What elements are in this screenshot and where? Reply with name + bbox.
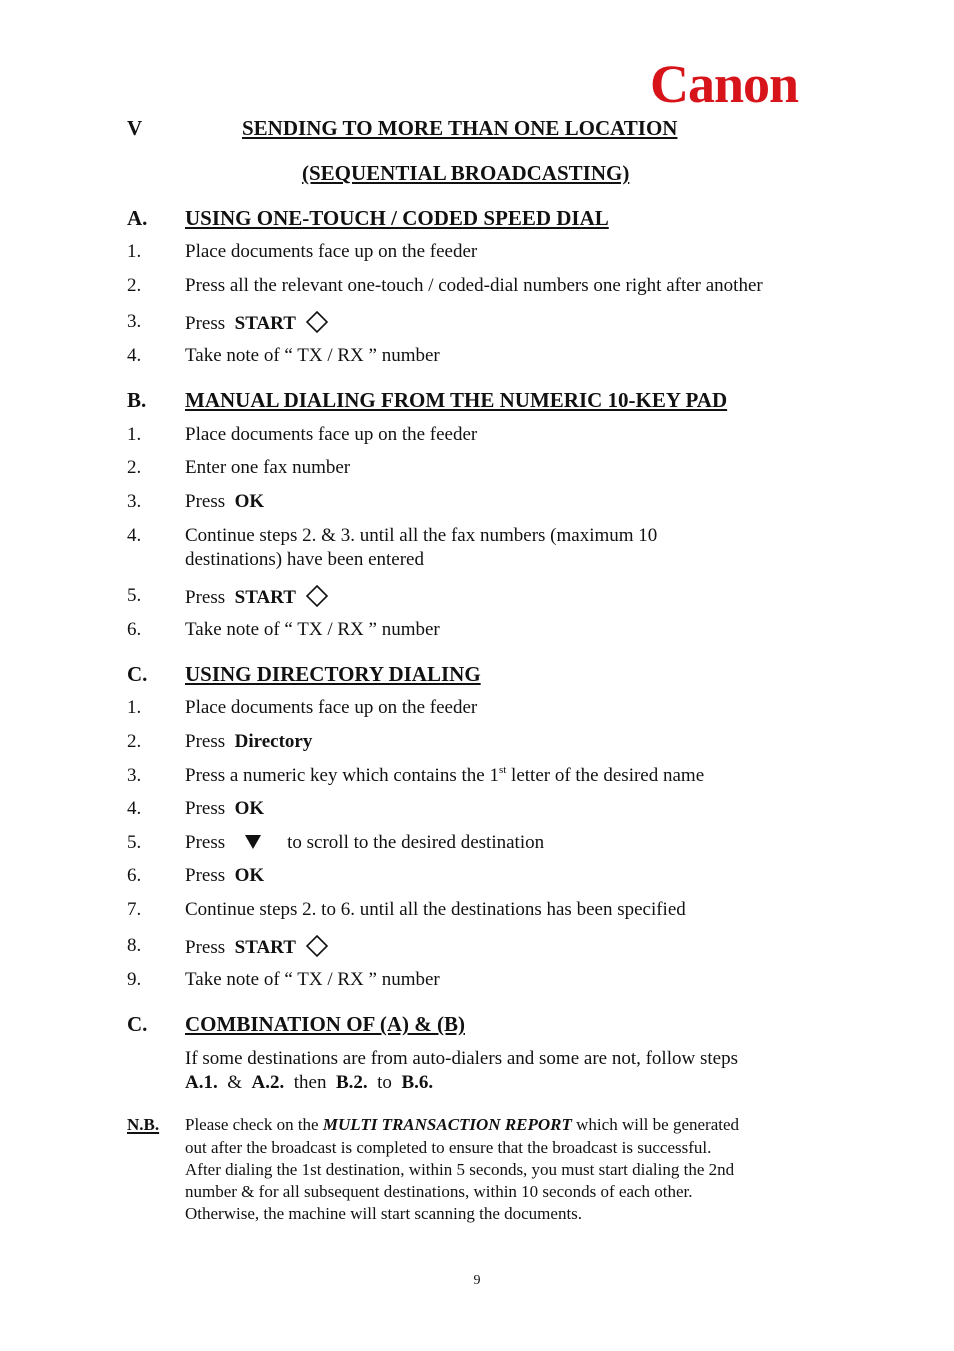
note-line: After dialing the 1st destination, within 5 seconds, you must start dialing the 2nd [185,1160,735,1179]
chapter-title-line2: (SEQUENTIAL BROADCASTING) [302,161,630,185]
step-ref: A.1. [185,1072,218,1093]
step-text [185,935,328,959]
canon-logo-icon [620,58,828,110]
note-pre: Please check on the [185,1115,323,1134]
step-text: Place documents face up on the feeder [185,697,478,718]
step-text [185,798,264,820]
note-line1 [185,1115,739,1135]
step-text-post: letter of the desired name [506,765,705,786]
section-a-heading: USING ONE-TOUCH / CODED SPEED DIAL [185,206,609,230]
step-number: 4. [127,798,142,819]
step-text: Place documents face up on the feeder [185,424,478,445]
step-number: 6. [127,865,142,886]
section-b-letter: B. [127,388,147,412]
step-text: Take note of “ TX / RX ” number [185,969,440,990]
step-ref: B.6. [401,1072,434,1093]
start-diamond-icon [306,311,328,333]
ok-key-label: OK [234,865,265,886]
step-number: 2. [127,275,142,296]
step-press-label: Press [185,731,226,752]
step-number: 4. [127,525,142,546]
step-number: 7. [127,899,142,920]
step-text [185,491,264,513]
step-text [185,585,328,609]
step-ref-conj: & [227,1072,243,1093]
note-line: number & for all subsequent destinations, within 10 seconds of each other. [185,1182,693,1201]
step-number: 5. [127,832,142,853]
chapter-number: V [127,116,143,140]
step-press-label: Press [185,313,226,334]
step-text: Enter one fax number [185,457,351,478]
section-c-letter: C. [127,662,148,686]
step-text: Place documents face up on the feeder [185,241,478,262]
start-key-label: START [234,587,296,608]
step-number: 9. [127,969,142,990]
section-d-heading: COMBINATION OF (A) & (B) [185,1012,465,1036]
section-c-heading: USING DIRECTORY DIALING [185,662,481,686]
start-diamond-icon [306,935,328,957]
note-post: which will be generated [571,1115,740,1134]
step-text-pre: Press a numeric key which contains the 1 [185,765,499,786]
ok-key-label: OK [234,798,265,819]
step-text-post: to scroll to the desired destination [287,832,545,853]
combination-text-line1: If some destinations are from auto-dialers and some are not, follow steps [185,1048,738,1069]
step-ref-conj: then [293,1072,327,1093]
step-press-label: Press [185,832,226,853]
step-ref-conj: to [377,1072,392,1093]
step-text: Press all the relevant one-touch / coded-dial numbers one right after another [185,275,763,296]
section-d-letter: C. [127,1012,148,1036]
step-text [185,311,328,335]
step-text [185,832,544,854]
section-b-heading: MANUAL DIALING FROM THE NUMERIC 10-KEY PAD [185,388,728,412]
chapter-title-line1: SENDING TO MORE THAN ONE LOCATION [242,116,678,140]
ok-key-label: OK [234,491,265,512]
down-arrow-icon [245,835,261,849]
step-text [185,765,704,787]
step-ref: B.2. [335,1072,368,1093]
directory-key-label: Directory [234,731,313,752]
step-number: 1. [127,241,142,262]
step-number: 1. [127,424,142,445]
step-text: Take note of “ TX / RX ” number [185,345,440,366]
step-number: 4. [127,345,142,366]
step-text: Continue steps 2. to 6. until all the destinations has been specified [185,899,686,920]
note-line: Otherwise, the machine will start scanning the documents. [185,1204,583,1223]
start-key-label: START [234,313,296,334]
step-number: 8. [127,935,142,956]
step-text-line1: Continue steps 2. & 3. until all the fax numbers (maximum 10 [185,525,658,546]
step-text-line2: destinations) have been entered [185,549,424,570]
start-diamond-icon [306,585,328,607]
step-number: 6. [127,619,142,640]
step-number: 2. [127,731,142,752]
step-text [185,865,264,887]
logo-text: Canon [649,58,799,110]
step-text: Take note of “ TX / RX ” number [185,619,440,640]
page-number: 9 [473,1273,481,1288]
step-number: 3. [127,765,142,786]
note-report-name: MULTI TRANSACTION REPORT [322,1115,572,1134]
canon-logo [620,58,828,110]
note-line: out after the broadcast is completed to ensure that the broadcast is successful. [185,1138,712,1157]
step-number: 1. [127,697,142,718]
step-press-label: Press [185,587,226,608]
step-press-label: Press [185,491,226,512]
step-press-label: Press [185,798,226,819]
ordinal-suffix: st [498,764,507,776]
section-a-letter: A. [127,206,148,230]
start-key-label: START [234,937,296,958]
step-ref: A.2. [251,1072,285,1093]
step-number: 3. [127,491,142,512]
step-number: 5. [127,585,142,606]
step-number: 3. [127,311,142,332]
step-press-label: Press [185,937,226,958]
combination-text-line2 [185,1072,433,1094]
note-label: N.B. [127,1115,160,1134]
step-number: 2. [127,457,142,478]
step-text [185,731,312,753]
step-press-label: Press [185,865,226,886]
